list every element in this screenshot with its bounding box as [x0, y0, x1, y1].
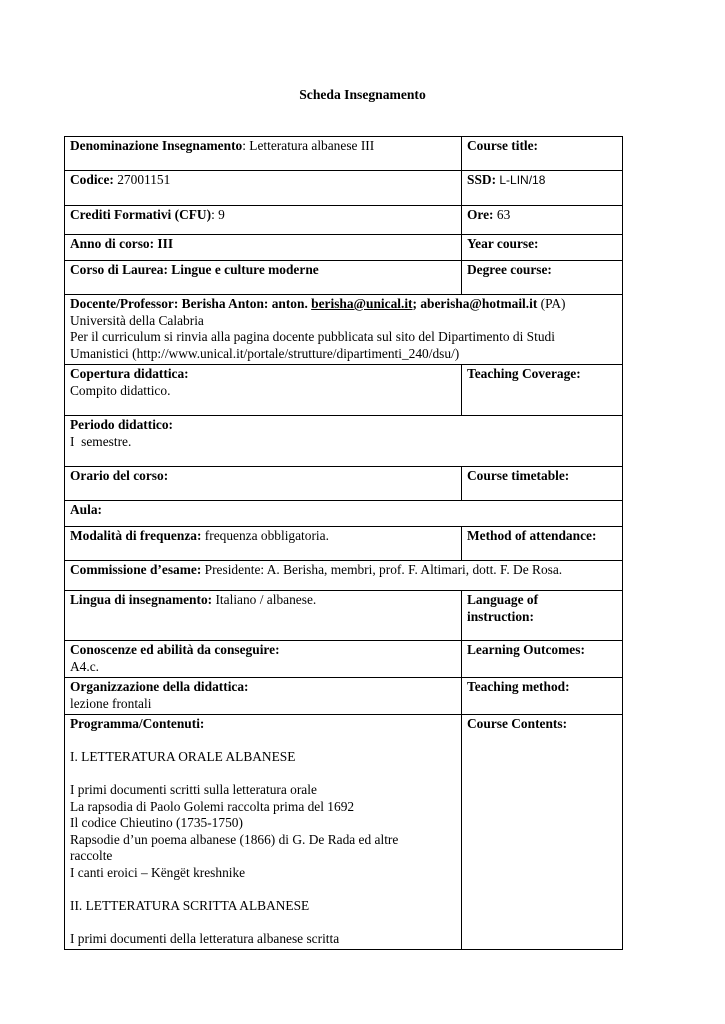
cell-ssd: [462, 171, 623, 206]
docente-curriculum-note: Per il curriculum si rinvia alla pagina docente pubblicata sul sito del Dipartimento di Studi: [70, 329, 555, 344]
copertura-label: Copertura didattica:: [70, 366, 189, 381]
program-item: Il codice Chieutino (1735-1750): [70, 815, 243, 830]
ore-label: Ore:: [467, 207, 494, 222]
program-item: raccolte: [70, 848, 113, 863]
row-conoscenze: [65, 641, 623, 678]
degree-course-label: Degree course:: [467, 262, 552, 277]
docente-university: Università della Calabria: [70, 312, 204, 328]
denominazione-label: Denominazione Insegnamento: [70, 138, 243, 153]
programma-label: Programma/Contenuti:: [70, 716, 205, 731]
row-commissione: [65, 561, 623, 591]
cell-degree-course: [462, 261, 623, 295]
anno-label: Anno di corso: III: [70, 236, 174, 251]
organizzazione-label: Organizzazione della didattica:: [70, 679, 249, 694]
page-title: Scheda Insegnamento: [299, 87, 426, 102]
docente-email-2: ; aberisha@hotmail.it: [412, 296, 538, 311]
cell-copertura: [65, 365, 462, 416]
row-corso: [65, 261, 623, 295]
row-programma: [65, 715, 623, 950]
course-timetable-label: Course timetable:: [467, 468, 570, 483]
section-oral-literature: I. LETTERATURA ORALE ALBANESE: [70, 749, 296, 764]
copertura-value: Compito didattico.: [70, 382, 171, 398]
method-attendance-label: Method of attendance:: [467, 528, 597, 543]
row-modalita: [65, 527, 623, 561]
section-written-literature: II. LETTERATURA SCRITTA ALBANESE: [70, 897, 310, 913]
modalita-value: frequenza obbligatoria.: [201, 528, 329, 543]
cell-year-course: [462, 235, 623, 261]
docente-line-1: [70, 296, 617, 313]
row-aula: [65, 501, 623, 527]
lingua-value: Italiano / albanese.: [212, 592, 317, 607]
cell-learning-outcomes: [462, 641, 623, 678]
cell-course-timetable: [462, 467, 623, 501]
cell-language-instruction: [462, 591, 623, 641]
row-orario: [65, 467, 623, 501]
row-copertura: [65, 365, 623, 416]
cell-aula: [65, 501, 623, 527]
corso-label: Corso di Laurea: Lingue e culture moderne: [70, 262, 319, 277]
modalita-label: Modalità di frequenza:: [70, 528, 202, 543]
commissione-label: Commissione d’esame:: [70, 562, 202, 577]
cell-ore: [462, 206, 623, 235]
docente-role: (PA): [537, 296, 566, 311]
cell-periodo: [65, 416, 623, 467]
conoscenze-value: A4.c.: [70, 658, 100, 674]
year-course-label: Year course:: [467, 236, 539, 251]
row-periodo: [65, 416, 623, 467]
docente-curriculum-url: Umanistici (http://www.unical.it/portale/strutture/dipartimenti_240/dsu/): [70, 345, 460, 361]
teaching-coverage-label: Teaching Coverage:: [467, 366, 581, 381]
conoscenze-label: Conoscenze ed abilità da conseguire:: [70, 642, 280, 657]
cell-method-attendance: [462, 527, 623, 561]
ssd-label: SSD:: [467, 172, 497, 187]
cell-course-contents: [462, 715, 623, 950]
program-item: La rapsodia di Paolo Golemi raccolta prima del 1692: [70, 798, 355, 814]
cell-docente: [65, 295, 623, 365]
codice-value: 27001151: [113, 172, 171, 187]
language-of-label: Language of: [467, 592, 539, 607]
course-contents-label: Course Contents:: [467, 716, 568, 731]
cell-anno: [65, 235, 462, 261]
program-item: I primi documenti scritti sulla letteratura orale: [70, 782, 317, 797]
cell-lingua: [65, 591, 462, 641]
cell-orario: [65, 467, 462, 501]
crediti-value: : 9: [211, 207, 225, 222]
row-codice: [65, 171, 623, 206]
program-item: I primi documenti della letteratura albanese scritta: [70, 930, 340, 946]
program-item: I canti eroici – Këngët kreshnike: [70, 864, 246, 880]
cell-teaching-method: [462, 678, 623, 715]
ore-value: 63: [493, 207, 511, 222]
teaching-method-label: Teaching method:: [467, 679, 570, 694]
crediti-label: Crediti Formativi (CFU): [70, 207, 212, 222]
instruction-label: instruction:: [467, 608, 534, 624]
cell-course-title: [462, 137, 623, 171]
cell-teaching-coverage: [462, 365, 623, 416]
commissione-value: Presidente: A. Berisha, membri, prof. F. Altimari, dott. F. De Rosa.: [201, 562, 563, 577]
docente-email-link[interactable]: berisha@unical.it: [311, 296, 413, 311]
ssd-value: L-LIN/18: [496, 173, 546, 187]
cell-organizzazione: [65, 678, 462, 715]
course-title-label: Course title:: [467, 138, 539, 153]
row-crediti: [65, 206, 623, 235]
row-lingua: [65, 591, 623, 641]
periodo-label: Periodo didattico:: [70, 417, 174, 432]
lingua-label: Lingua di insegnamento:: [70, 592, 213, 607]
docente-label: Docente/Professor: Berisha Anton: anton.: [70, 296, 312, 311]
cell-corso: [65, 261, 462, 295]
periodo-value: I semestre.: [70, 433, 132, 449]
cell-programma: [65, 715, 462, 950]
cell-denominazione: [65, 137, 462, 171]
aula-label: Aula:: [70, 502, 102, 517]
row-docente: [65, 295, 623, 365]
cell-commissione: [65, 561, 623, 591]
cell-modalita: [65, 527, 462, 561]
program-item: Rapsodie d’un poema albanese (1866) di G. De Rada ed altre: [70, 831, 399, 847]
learning-outcomes-label: Learning Outcomes:: [467, 642, 585, 657]
cell-codice: [65, 171, 462, 206]
cell-conoscenze: [65, 641, 462, 678]
denominazione-value: : Letteratura albanese III: [242, 138, 375, 153]
row-organizzazione: [65, 678, 623, 715]
row-denominazione: [65, 137, 623, 171]
cell-crediti: [65, 206, 462, 235]
orario-label: Orario del corso:: [70, 468, 169, 483]
row-anno: [65, 235, 623, 261]
codice-label: Codice:: [70, 172, 114, 187]
course-sheet-table: [64, 136, 623, 950]
organizzazione-value: lezione frontali: [70, 695, 152, 711]
